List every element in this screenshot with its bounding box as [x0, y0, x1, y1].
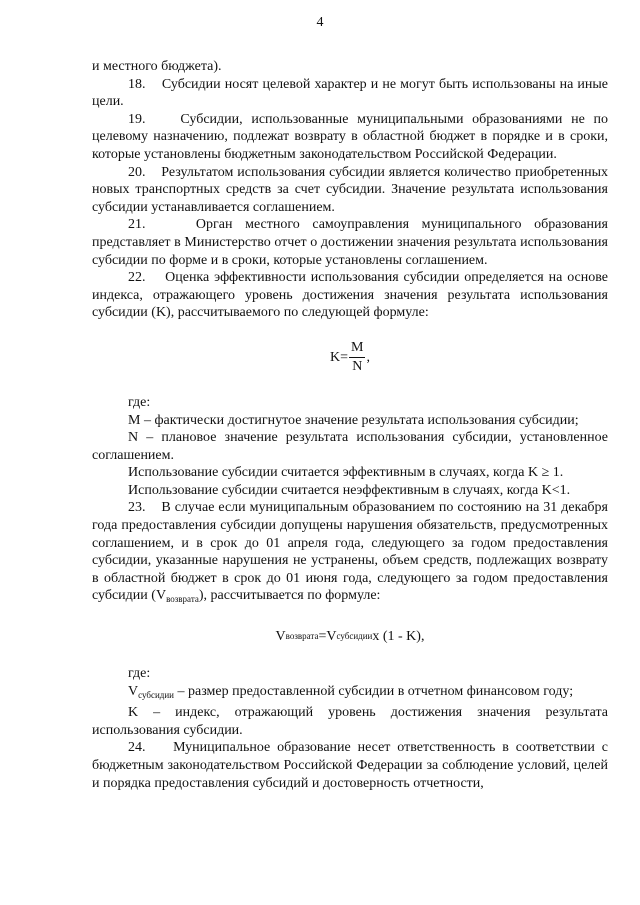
- definition-v-subscript: субсидии: [138, 689, 174, 700]
- formula-k-denominator: N: [352, 359, 363, 375]
- paragraph-continuation: и местного бюджета).: [92, 59, 222, 74]
- paragraph-23: [92, 499, 608, 609]
- formula-equals: =: [318, 629, 327, 645]
- where-label-1: где:: [128, 394, 151, 410]
- paragraph-23-subscript: возврата: [166, 594, 199, 605]
- paragraph-21: 21. Орган местного самоуправления муниципального образования представляет в Министерство отчет о достижении значения результата использования субсидии по форме и в сроки, которые установлены соглашением.: [92, 217, 608, 268]
- paragraph-19: 19. Субсидии, использованные муниципальными образованиями не по целевому назначению, подлежат возврату в областной бюджет в порядке и в сроки, которые установлены бюджетным законодательством Российской Федерации.: [92, 111, 608, 162]
- paragraph-18: 18. Субсидии носят целевой характер и не могут быть использованы на иные цели.: [92, 76, 608, 110]
- formula-k-fraction: [349, 340, 365, 375]
- ineffective-condition: Использование субсидии считается неэффективным в случаях, когда K<1.: [128, 482, 571, 498]
- definition-v-letter: V: [128, 683, 139, 699]
- formula-k-lhs: K=: [330, 350, 349, 366]
- paragraph-23-text: 23. В случае если муниципальным образованием по состоянию на 31 декабря года предоставления субсидии допущены нарушения обязательств, предусмотренных соглашением, и в срок до 01 апреля года, следующего за годом предоставления субсидии, указанные нарушения не устранены, объем средств, подлежащих возврату в областной бюджет в срок до 01 июня года, следующего за годом предоставления субсидии (V: [92, 500, 608, 604]
- definition-m: M – фактически достигнутое значение результата использования субсидии;: [128, 412, 579, 428]
- where-label-2: где:: [128, 666, 151, 682]
- definition-v-subsidy: [92, 683, 608, 705]
- formula-v2: V: [326, 629, 337, 645]
- definition-v-text: – размер предоставленной субсидии в отчетном финансовом году;: [173, 683, 574, 699]
- definition-n: N – плановое значение результата использования субсидии, установленное соглашением.: [92, 430, 608, 463]
- effective-condition: Использование субсидии считается эффективным в случаях, когда K ≥ 1.: [128, 465, 564, 481]
- document-body: [92, 58, 608, 792]
- definition-k: K – индекс, отражающий уровень достижения значения результата использования субсидии.: [92, 705, 608, 738]
- paragraph-24: 24. Муниципальное образование несет ответственность в соответствии с бюджетным законодательством Российской Федерации за соблюдение условий, целей и порядка предоставления субсидий и достоверность отчетности,: [92, 740, 608, 791]
- formula-v2-subscript: субсидии: [336, 631, 373, 642]
- paragraph-20: 20. Результатом использования субсидии является количество приобретенных новых транспортных средств за счет субсидии. Значение результата использования субсидии устанавливается соглашением.: [92, 164, 608, 215]
- page-number: 4: [316, 15, 324, 30]
- formula-v1-subscript: возврата: [285, 631, 319, 642]
- formula-k-tail: ,: [366, 350, 370, 366]
- formula-rest: x (1 - K),: [372, 629, 425, 645]
- formula-v-return: [92, 609, 608, 665]
- formula-k-numerator: M: [349, 340, 365, 358]
- paragraph-22: 22. Оценка эффективности использования субсидии определяется на основе индекса, отражающего уровень достижения значения результата использования субсидии (K), рассчитываемого по следующей формуле:: [92, 270, 608, 321]
- paragraph-23-tail: ), рассчитывается по формуле:: [198, 588, 381, 604]
- formula-k: [92, 322, 608, 394]
- formula-v1: V: [275, 629, 286, 645]
